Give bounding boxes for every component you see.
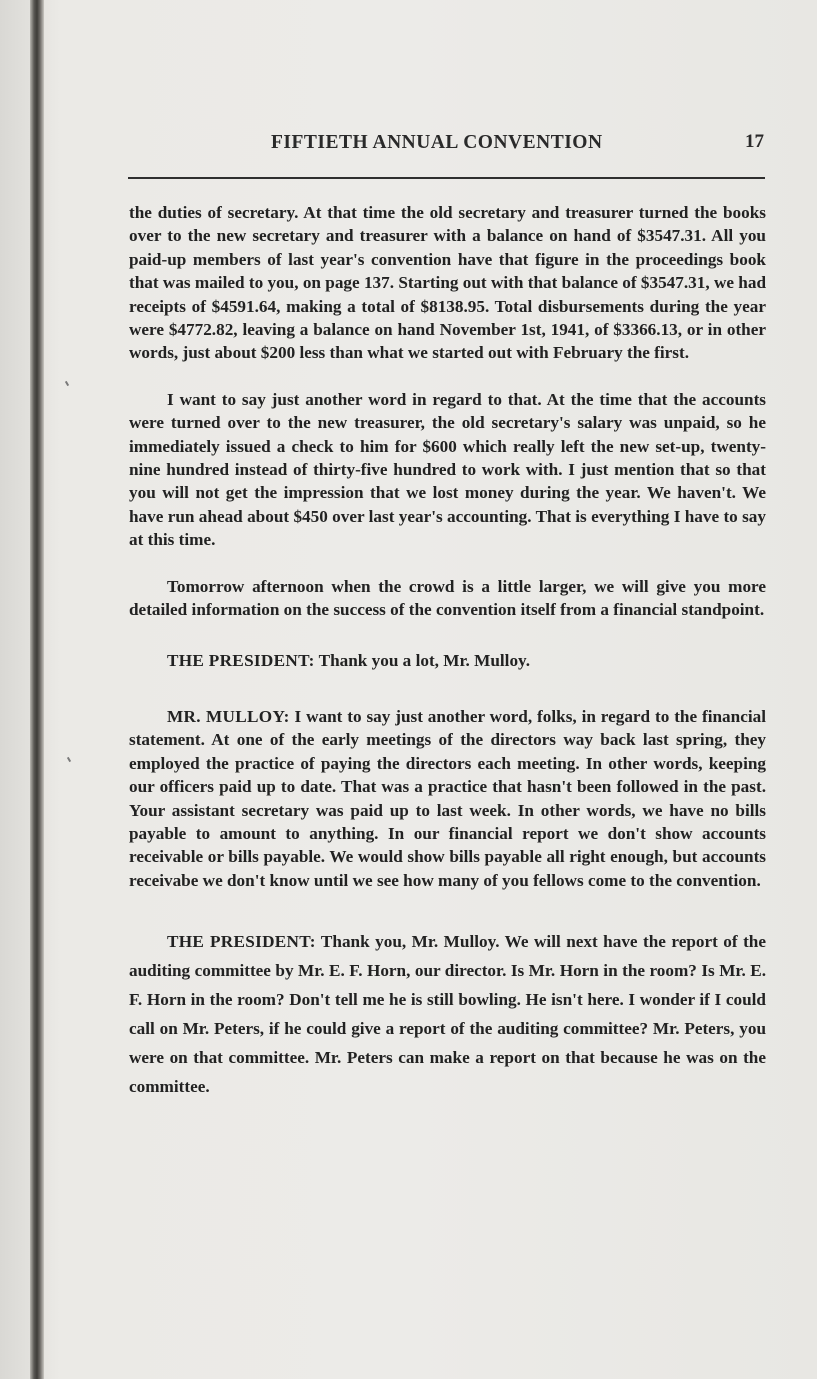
paragraph-text: the duties of secretary. At that time the old secretary and treasurer turned the books over to the new secretary and treasurer with a balance on hand of $3547.31. All you paid-up members of last year's convention have that figure in the proceedings book that was mailed to you, on page 137. Starting out with that balance of $3547.31, we had receipts of $4591.64, making a total of $8138.95. Total disbursements during the year were $4772.82, leaving a balance on hand November 1st, 1941, of $3366.13, or in other words, just about $200 less than what we started out with February the first. <box>129 203 766 363</box>
speaker-label: THE PRESIDENT: <box>167 932 316 952</box>
paragraph <box>129 201 766 365</box>
paragraph-text: I want to say just another word in regard to that. At the time that the accounts were turned over to the new treasurer, the old secretary's salary was unpaid, so he immediately issued a check to him for $600 which really left the new set-up, twenty-nine hundred instead of thirty-five hundred to work with. I just mention that so that you will not get the impression that we lost money during the year. We haven't. We have run ahead about $450 over last year's accounting. That is everything I have to say at this time. <box>129 389 766 550</box>
paragraph <box>129 649 766 672</box>
speaker-label: MR. MULLOY: <box>167 706 290 726</box>
paragraph-text: Thank you a lot, Mr. Mulloy. <box>314 650 530 670</box>
paragraph <box>129 575 766 622</box>
binding-edge <box>30 0 44 1379</box>
speaker-label: THE PRESIDENT: <box>167 650 315 670</box>
header-rule <box>128 177 765 179</box>
page-number: 17 <box>745 131 764 152</box>
paragraph <box>129 927 766 1101</box>
margin-mark <box>65 381 69 386</box>
paragraph-text: Thank you, Mr. Mulloy. We will next have the report of the auditing committee by Mr. E. F. Horn, our director. Is Mr. Horn in the room? Is Mr. E. F. Horn in the room? Don't tell me he is still bowling. He isn't here. I wonder if I could call on Mr. Peters, if he could give a report of the auditing committee? Mr. Peters, you were on that committee. Mr. Peters can make a report on that because he was on the committee. <box>129 932 766 1097</box>
paragraph <box>129 705 766 892</box>
page-header <box>128 130 768 160</box>
margin-mark <box>67 757 71 762</box>
paragraph <box>129 388 766 552</box>
paragraph-text: I want to say just another word, folks, in regard to the financial statement. At one of the early meetings of the directors way back last spring, they employed the practice of paying the directors each meeting. In other words, keeping our officers paid up to date. That was a practice that hasn't been followed in the past. Your assistant secretary was paid up to last week. In other words, we have no bills payable to amount to anything. In our financial report we don't show accounts receivable or bills payable. We would show bills payable all right enough, but accounts receivabe we don't know until we see how many of you fellows come to the convention. <box>129 706 766 890</box>
body-text <box>129 201 766 1101</box>
paragraph-text: Tomorrow afternoon when the crowd is a little larger, we will give you more detailed information on the success of the convention itself from a financial standpoint. <box>129 576 766 620</box>
running-title: FIFTIETH ANNUAL CONVENTION <box>271 132 603 153</box>
